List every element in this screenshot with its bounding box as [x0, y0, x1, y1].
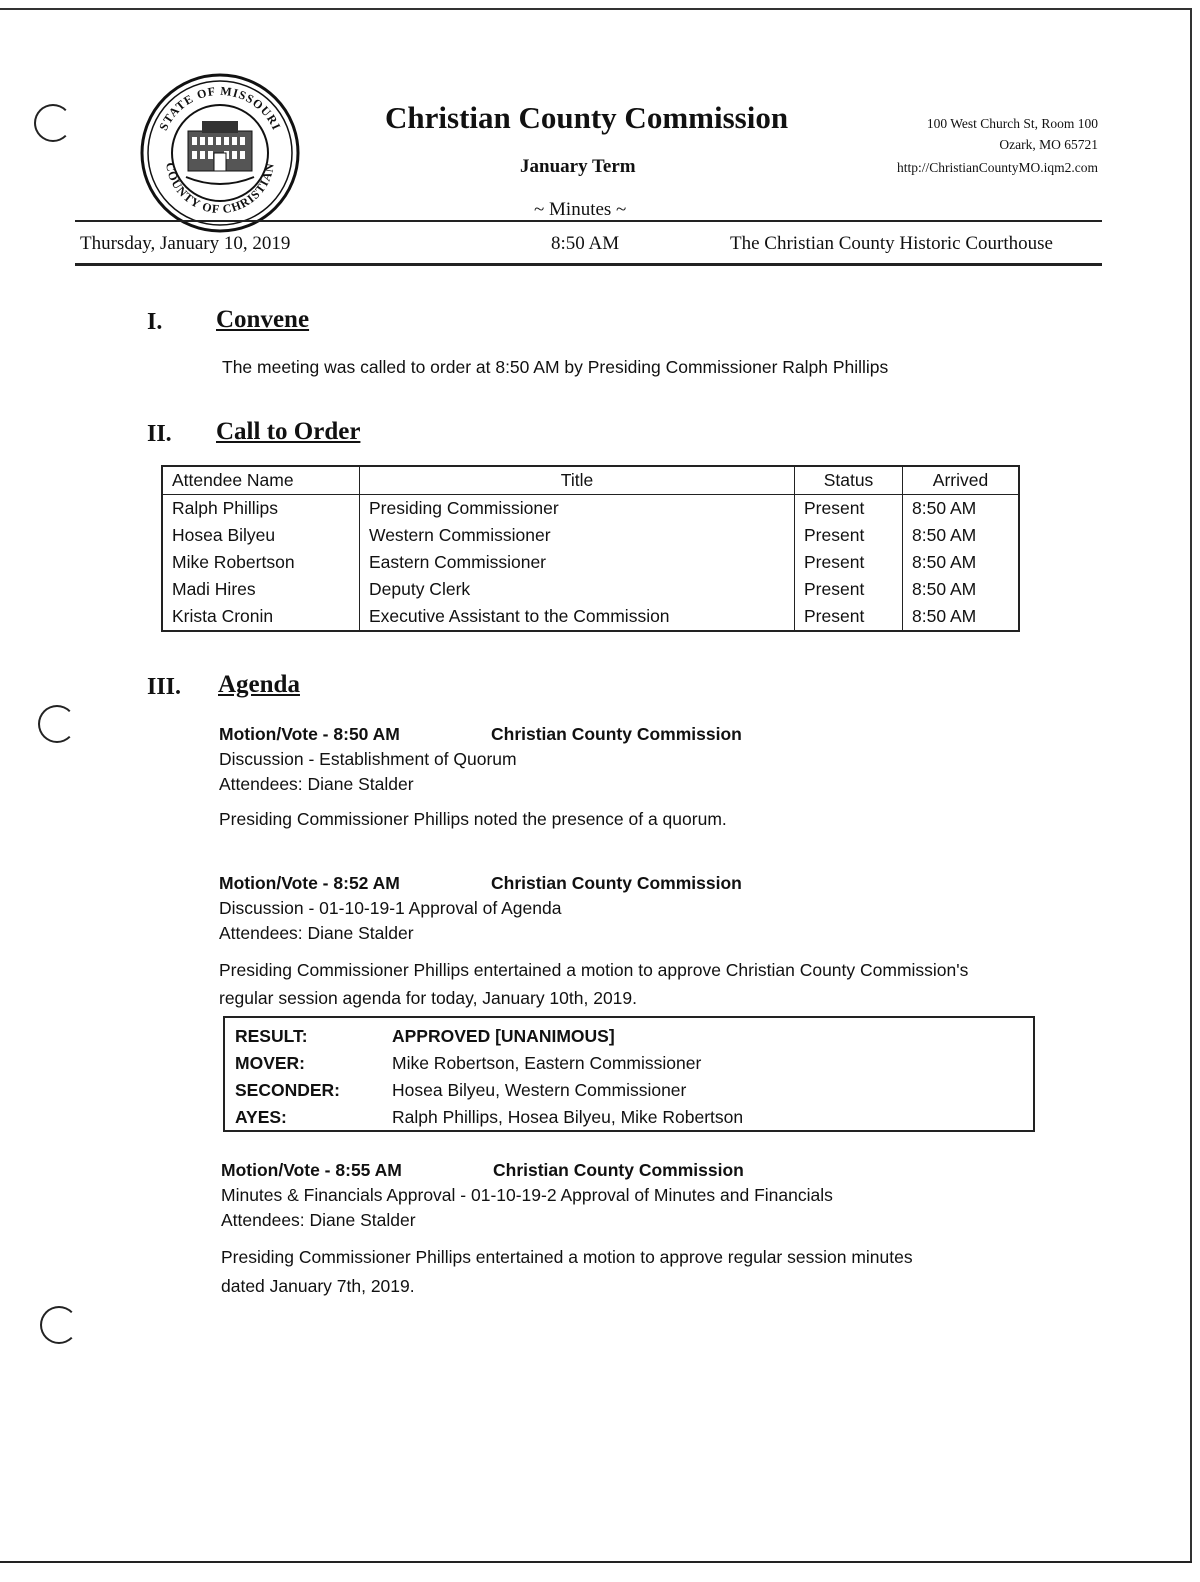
attendee-status: Present	[795, 549, 903, 576]
punch-hole-bottom	[40, 1306, 78, 1344]
county-seal	[140, 73, 300, 238]
item-note-line1: Presiding Commissioner Phillips entertained a motion to approve regular session minutes	[221, 1247, 913, 1267]
section-number: II.	[147, 421, 172, 447]
section-number: III.	[147, 674, 182, 700]
agenda-item	[221, 1158, 913, 1301]
attendee-name: Ralph Phillips	[162, 495, 360, 523]
item-note-line2: regular session agenda for today, January 10th, 2019.	[219, 988, 638, 1008]
attendee-status: Present	[795, 495, 903, 523]
item-type: Motion/Vote -	[219, 724, 329, 744]
attendee-status: Present	[795, 576, 903, 603]
agenda-item	[219, 871, 968, 1012]
table-row	[162, 549, 1019, 576]
header-rule-top	[75, 220, 1102, 222]
section-title-call-to-order: Call to Order	[216, 418, 361, 445]
column-header: Status	[795, 466, 903, 495]
attendee-title: Executive Assistant to the Commission	[360, 603, 795, 631]
table-header-row	[162, 466, 1019, 495]
mover-value: Mike Robertson, Eastern Commissioner	[392, 1053, 702, 1073]
address-line1: 100 West Church St, Room 100	[926, 116, 1098, 131]
attendee-arrived: 8:50 AM	[912, 498, 977, 518]
address-line2: Ozark, MO 65721	[999, 137, 1098, 152]
seal-text-bottom: COUNTY OF CHRISTIAN	[162, 161, 278, 217]
attendee-title: Western Commissioner	[360, 522, 795, 549]
website-link[interactable]: http://ChristianCountyMO.iqm2.com	[896, 160, 1098, 175]
seconder-value: Hosea Bilyeu, Western Commissioner	[392, 1080, 687, 1100]
punch-hole-top	[34, 104, 72, 142]
column-header: Attendee Name	[162, 466, 360, 495]
attendee-name: Hosea Bilyeu	[162, 522, 360, 549]
minutes-label: ~ Minutes ~	[534, 199, 627, 220]
document-title: Christian County Commission	[385, 100, 789, 135]
attendee-arrived: 8:50 AM	[912, 606, 977, 626]
attendee-name: Mike Robertson	[162, 549, 360, 576]
attendee-name: Krista Cronin	[162, 603, 360, 631]
item-time: 8:55 AM	[335, 1160, 402, 1180]
item-time: 8:52 AM	[333, 873, 400, 893]
section-number: I.	[147, 309, 163, 335]
result-label: RESULT:	[235, 1026, 308, 1046]
convene-text: The meeting was called to order at 8:50 AM by Presiding Commissioner Ralph Phillips	[222, 357, 889, 377]
punch-hole-middle	[38, 705, 76, 743]
vote-result-box	[223, 1016, 1035, 1132]
item-discussion: Minutes & Financials Approval - 01-10-19-2 Approval of Minutes and Financials	[221, 1185, 833, 1205]
item-type: Motion/Vote -	[221, 1160, 331, 1180]
seconder-label: SECONDER:	[235, 1080, 341, 1100]
page-border-bottom	[0, 1561, 1192, 1563]
result-value: APPROVED [UNANIMOUS]	[392, 1026, 615, 1046]
table-row	[162, 522, 1019, 549]
attendee-title: Presiding Commissioner	[360, 495, 795, 523]
item-body: Christian County Commission	[491, 873, 742, 893]
header-rule-bottom	[75, 263, 1102, 266]
agenda-item	[219, 722, 742, 832]
item-attendees: Attendees: Diane Stalder	[219, 774, 414, 794]
item-note-line2: dated January 7th, 2019.	[221, 1276, 415, 1296]
item-type: Motion/Vote -	[219, 873, 329, 893]
mover-label: MOVER:	[235, 1053, 305, 1073]
attendee-title: Eastern Commissioner	[360, 549, 795, 576]
attendee-title: Deputy Clerk	[360, 576, 795, 603]
page-border-top	[0, 8, 1192, 10]
item-attendees: Attendees: Diane Stalder	[219, 923, 414, 943]
section-title-convene: Convene	[216, 306, 310, 333]
page-border-right	[1190, 8, 1192, 1563]
column-header: Arrived	[903, 466, 1020, 495]
item-body: Christian County Commission	[491, 724, 742, 744]
term-label: January Term	[520, 156, 636, 177]
table-row	[162, 495, 1019, 523]
seal-text-top: STATE OF MISSOURI	[156, 83, 284, 133]
ayes-label: AYES:	[235, 1107, 287, 1127]
section-title-agenda: Agenda	[218, 671, 300, 698]
meeting-date: Thursday, January 10, 2019	[80, 233, 291, 254]
meeting-location: The Christian County Historic Courthouse	[730, 233, 1053, 254]
attendee-table	[161, 465, 1020, 632]
attendee-arrived: 8:50 AM	[912, 552, 977, 572]
item-discussion: Discussion - 01-10-19-1 Approval of Agenda	[219, 898, 562, 918]
attendee-arrived: 8:50 AM	[912, 525, 977, 545]
meeting-time: 8:50 AM	[551, 233, 620, 254]
attendee-status: Present	[795, 603, 903, 631]
item-body: Christian County Commission	[493, 1160, 744, 1180]
attendee-name: Madi Hires	[162, 576, 360, 603]
attendee-status: Present	[795, 522, 903, 549]
table-row	[162, 603, 1019, 631]
item-discussion: Discussion - Establishment of Quorum	[219, 749, 517, 769]
item-note-line1: Presiding Commissioner Phillips entertained a motion to approve Christian County Commission's	[219, 960, 969, 980]
column-header: Title	[360, 466, 795, 495]
item-attendees: Attendees: Diane Stalder	[221, 1210, 416, 1230]
table-row	[162, 576, 1019, 603]
attendee-arrived: 8:50 AM	[912, 579, 977, 599]
item-note: Presiding Commissioner Phillips noted the presence of a quorum.	[219, 809, 727, 829]
ayes-value: Ralph Phillips, Hosea Bilyeu, Mike Robertson	[392, 1107, 744, 1127]
item-time: 8:50 AM	[333, 724, 400, 744]
